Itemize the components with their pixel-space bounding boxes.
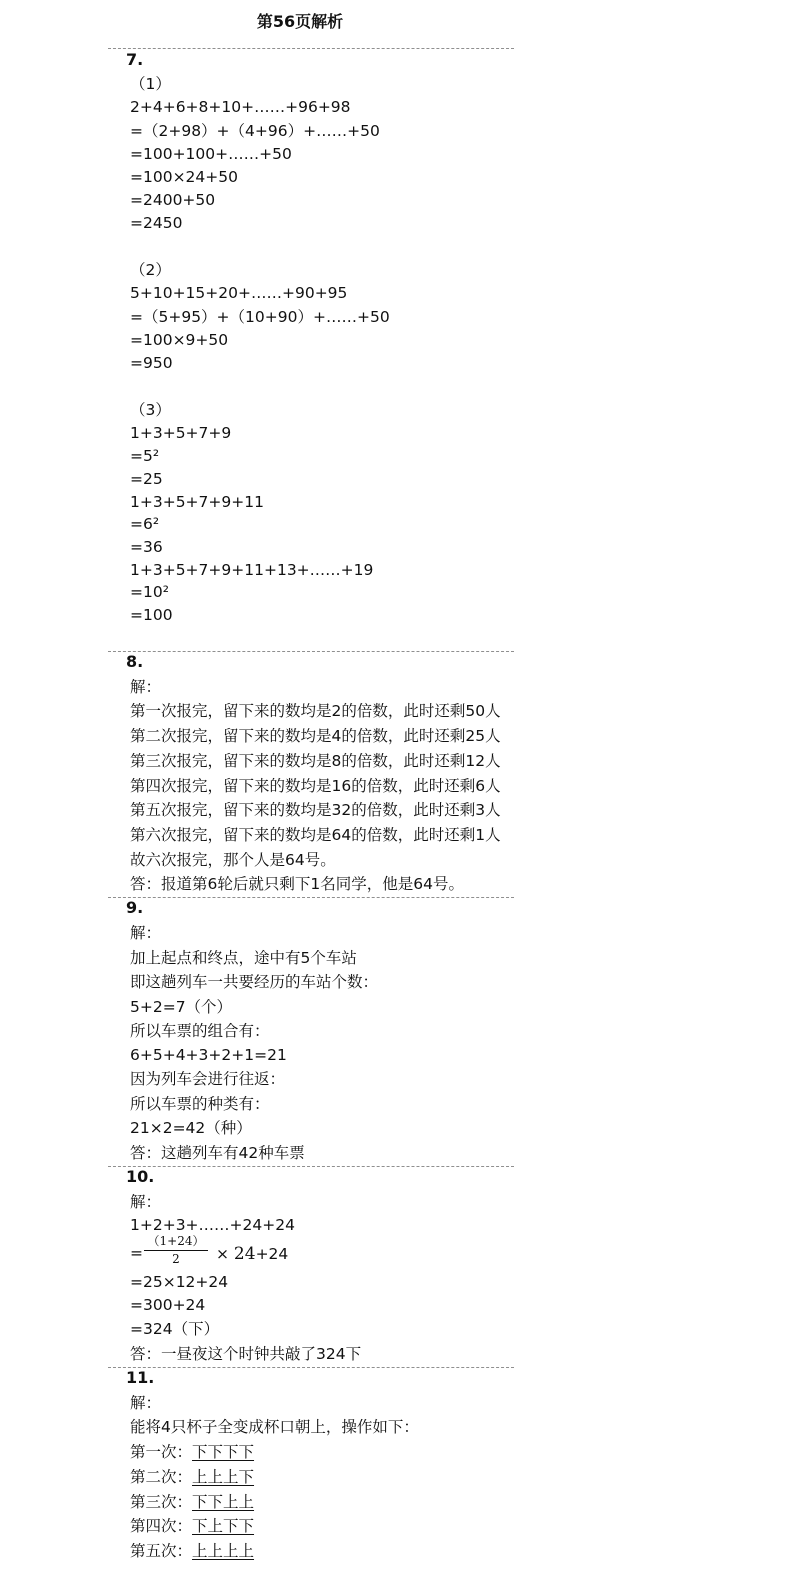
q9-line: 即这趟列车一共要经历的车站个数： bbox=[130, 973, 379, 991]
step-value: 下下下下 bbox=[192, 1443, 255, 1461]
step-value: 上上上上 bbox=[192, 1542, 255, 1560]
q7-line: =2450 bbox=[130, 214, 183, 232]
q9-line: 6+5+4+3+2+1=21 bbox=[130, 1046, 287, 1064]
step-line bbox=[130, 1467, 254, 1487]
divider bbox=[108, 651, 514, 652]
q7-line: （2） bbox=[130, 261, 171, 279]
divider bbox=[108, 48, 514, 49]
question-number-10: 10. bbox=[126, 1167, 155, 1186]
question-number-7: 7. bbox=[126, 50, 144, 69]
q8-line: 第二次报完，留下来的数均是4的倍数，此时还剩25人 bbox=[130, 727, 501, 745]
q9-line: 5+2=7（个） bbox=[130, 998, 233, 1016]
q7-line: =5² bbox=[130, 447, 160, 465]
q9-line: 解： bbox=[130, 924, 162, 942]
q9-line: 因为列车会进行往返： bbox=[130, 1070, 286, 1088]
q7-line: 1+3+5+7+9+11+13+……+19 bbox=[130, 561, 374, 579]
fraction-tail: +24 bbox=[255, 1245, 289, 1263]
q9-line: 所以车票的种类有： bbox=[130, 1095, 270, 1113]
q11-line: 能将4只杯子全变成杯口朝上，操作如下： bbox=[130, 1418, 419, 1436]
question-number-11: 11. bbox=[126, 1368, 155, 1387]
divider bbox=[108, 897, 514, 898]
times-sign: × bbox=[216, 1245, 234, 1263]
step-value: 下下上上 bbox=[192, 1493, 255, 1511]
fraction bbox=[144, 1232, 208, 1266]
step-value: 上上上下 bbox=[192, 1468, 255, 1486]
page-title: 第56页解析 bbox=[256, 12, 344, 31]
q7-line: =2400+50 bbox=[130, 191, 216, 209]
q10-line: =324（下） bbox=[130, 1320, 220, 1338]
q7-line: =（5+95）+（10+90）+……+50 bbox=[130, 308, 390, 326]
q8-line: 第一次报完，留下来的数均是2的倍数，此时还剩50人 bbox=[130, 702, 501, 720]
q8-line: 答：报道第6轮后就只剩下1名同学，他是64号。 bbox=[130, 875, 464, 893]
q7-line: =10² bbox=[130, 583, 169, 601]
q11-line: 解： bbox=[130, 1394, 162, 1412]
q8-line: 第六次报完，留下来的数均是64的倍数，此时还剩1人 bbox=[130, 826, 501, 844]
equals-sign: = bbox=[130, 1244, 143, 1262]
q7-line: =950 bbox=[130, 354, 173, 372]
q10-line: =25×12+24 bbox=[130, 1273, 229, 1291]
q7-line: （1） bbox=[130, 75, 171, 93]
q7-line: =100×9+50 bbox=[130, 331, 229, 349]
fraction-numerator: （1+24） bbox=[144, 1232, 208, 1251]
q10-line: 答：一昼夜这个时钟共敲了324下 bbox=[130, 1345, 362, 1363]
q8-line: 故六次报完，那个人是64号。 bbox=[130, 851, 336, 869]
step-value: 下上下下 bbox=[192, 1517, 255, 1535]
step-line bbox=[130, 1516, 254, 1536]
step-label: 第三次： bbox=[130, 1493, 193, 1511]
q9-line: 21×2=42（种） bbox=[130, 1119, 252, 1137]
question-number-8: 8. bbox=[126, 652, 144, 671]
q10-line: 1+2+3+……+24+24 bbox=[130, 1216, 295, 1234]
multiplier: 24 bbox=[233, 1244, 256, 1264]
fraction-rest bbox=[216, 1244, 288, 1264]
q8-line: 第四次报完，留下来的数均是16的倍数，此时还剩6人 bbox=[130, 777, 501, 795]
fraction-denominator: 2 bbox=[172, 1252, 180, 1266]
step-label: 第四次： bbox=[130, 1517, 193, 1535]
q7-line: （3） bbox=[130, 401, 171, 419]
question-number-9: 9. bbox=[126, 898, 144, 917]
q9-line: 所以车票的组合有： bbox=[130, 1022, 270, 1040]
q7-line: =100×24+50 bbox=[130, 168, 238, 186]
q7-line: =25 bbox=[130, 470, 163, 488]
divider bbox=[108, 1367, 514, 1368]
q7-line: =100 bbox=[130, 606, 173, 624]
q7-line: =100+100+……+50 bbox=[130, 145, 292, 163]
q7-line: =（2+98）+（4+96）+……+50 bbox=[130, 122, 380, 140]
q8-line: 解： bbox=[130, 678, 162, 696]
q8-line: 第五次报完，留下来的数均是32的倍数，此时还剩3人 bbox=[130, 801, 501, 819]
step-line bbox=[130, 1492, 254, 1512]
step-line bbox=[130, 1442, 254, 1462]
step-label: 第一次： bbox=[130, 1443, 193, 1461]
q7-line: 2+4+6+8+10+……+96+98 bbox=[130, 98, 351, 116]
q8-line: 第三次报完，留下来的数均是8的倍数，此时还剩12人 bbox=[130, 752, 501, 770]
q9-line: 加上起点和终点，途中有5个车站 bbox=[130, 949, 357, 967]
step-label: 第二次： bbox=[130, 1468, 193, 1486]
q9-line: 答：这趟列车有42种车票 bbox=[130, 1144, 305, 1162]
q7-line: 1+3+5+7+9 bbox=[130, 424, 232, 442]
step-line bbox=[130, 1541, 254, 1561]
q7-line: 1+3+5+7+9+11 bbox=[130, 493, 264, 511]
q7-line: =36 bbox=[130, 538, 163, 556]
step-label: 第五次： bbox=[130, 1542, 193, 1560]
divider bbox=[108, 1166, 514, 1167]
q7-line: =6² bbox=[130, 515, 160, 533]
q10-line: =300+24 bbox=[130, 1296, 206, 1314]
q10-line: 解： bbox=[130, 1193, 162, 1211]
q7-line: 5+10+15+20+……+90+95 bbox=[130, 284, 348, 302]
